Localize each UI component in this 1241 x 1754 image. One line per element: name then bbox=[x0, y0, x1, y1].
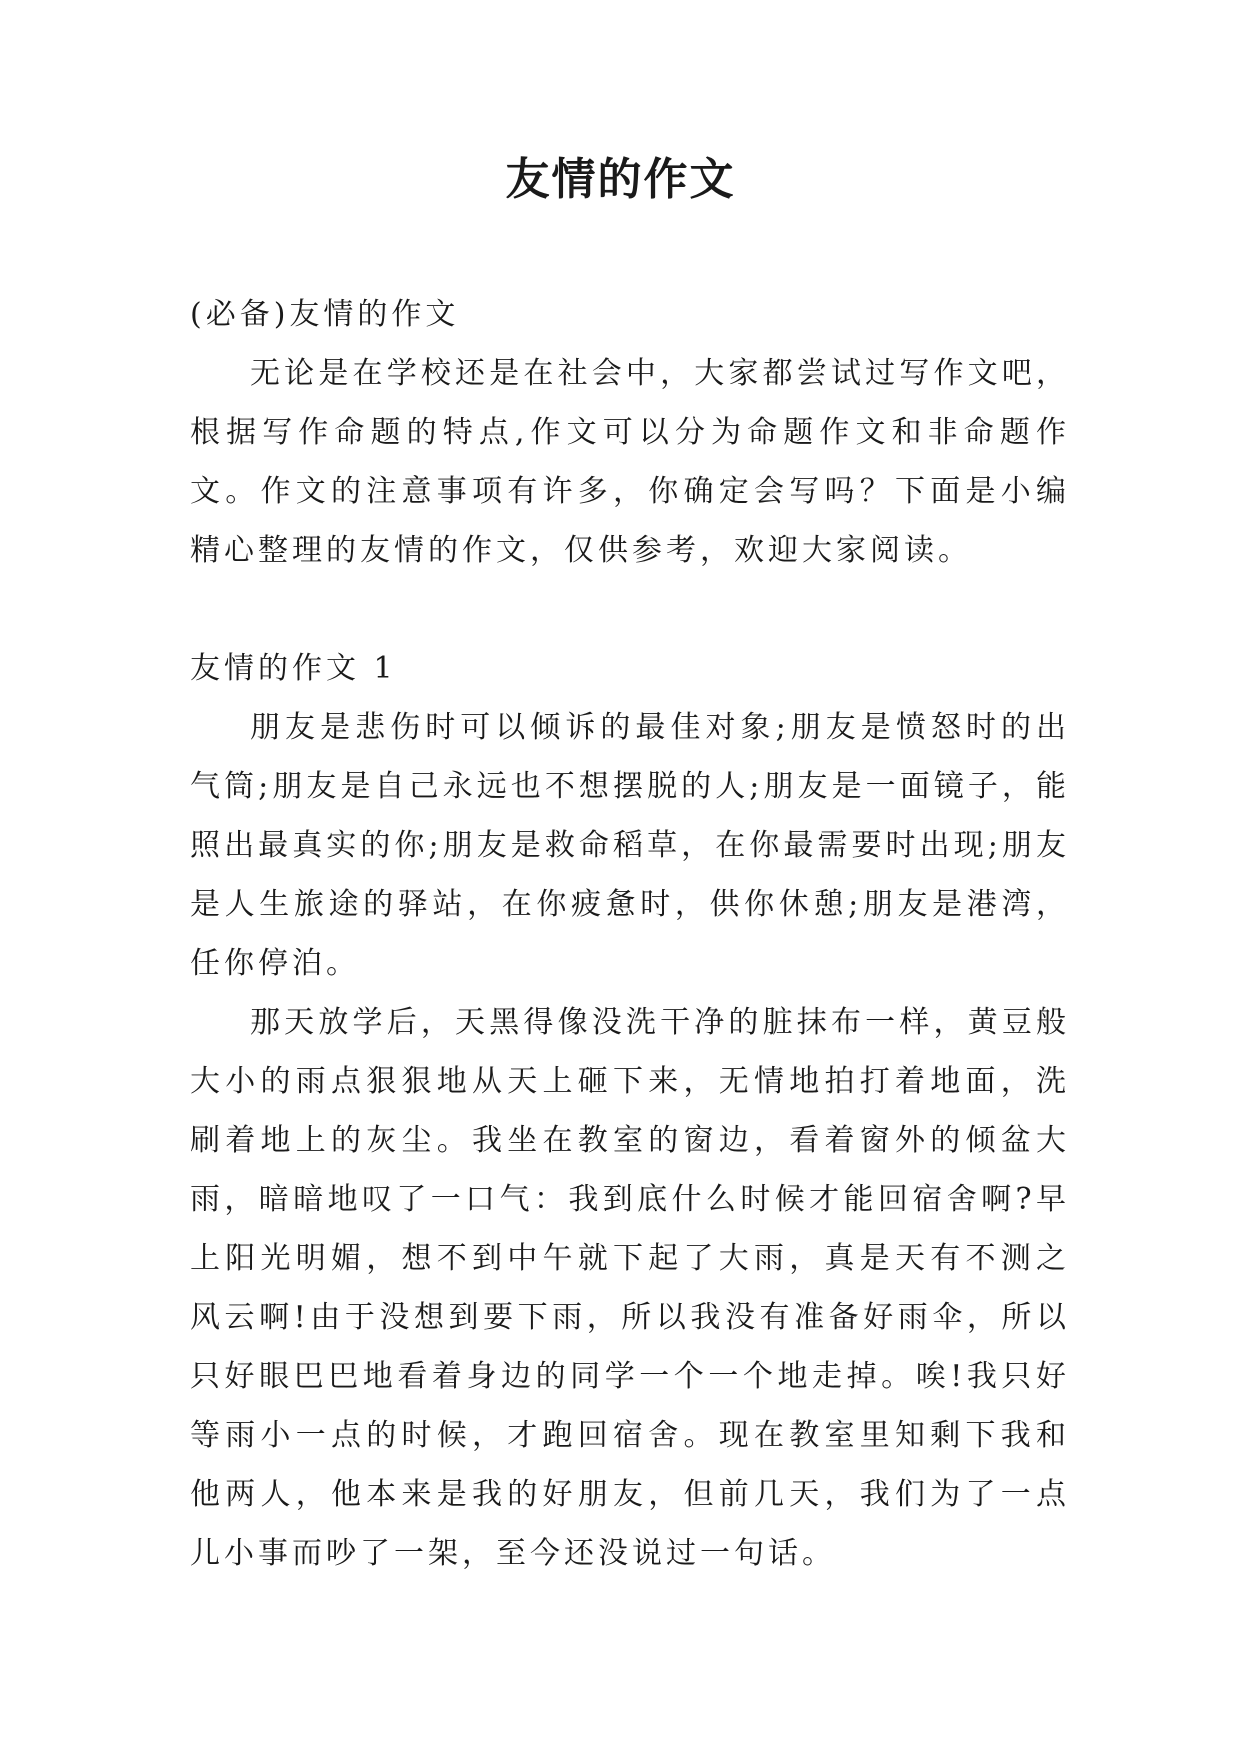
document-title: 友情的作文 bbox=[505, 154, 736, 205]
body-paragraph-1: 朋友是悲伤时可以倾诉的最佳对象;朋友是愤怒时的出气筒;朋友是自己永远也不想摆脱的人;朋友是一面镜子，能照出最真实的你;朋友是救命稻草，在你最需要时出现;朋友是人生旅途的驿站，在你疲惫时，供你休憩;朋友是港湾，任你停泊。 bbox=[190, 710, 1070, 981]
document-body bbox=[190, 285, 1070, 1583]
paragraph-spacer bbox=[190, 580, 1070, 639]
body-paragraph-2: 那天放学后，天黑得像没洗干净的脏抹布一样，黄豆般大小的雨点狠狠地从天上砸下来，无情地拍打着地面，洗刷着地上的灰尘。我坐在教室的窗边，看着窗外的倾盆大雨，暗暗地叹了一口气：我到底什么时候才能回宿舍啊?早上阳光明媚，想不到中午就下起了大雨，真是天有不测之风云啊!由于没想到要下雨，所以我没有准备好雨伞，所以只好眼巴巴地看着身边的同学一个一个地走掉。唉!我只好等雨小一点的时候，才跑回宿舍。现在教室里知剩下我和他两人，他本来是我的好朋友，但前几天，我们为了一点儿小事而吵了一架，至今还没说过一句话。 bbox=[190, 1005, 1070, 1571]
intro-paragraph: 无论是在学校还是在社会中，大家都尝试过写作文吧，根据写作命题的特点,作文可以分为命题作文和非命题作文。作文的注意事项有许多，你确定会写吗？下面是小编精心整理的友情的作文，仅供参考，欢迎大家阅读。 bbox=[190, 356, 1070, 568]
section-heading: 友情的作文 1 bbox=[190, 651, 397, 686]
document-subtitle: (必备)友情的作文 bbox=[190, 297, 460, 332]
